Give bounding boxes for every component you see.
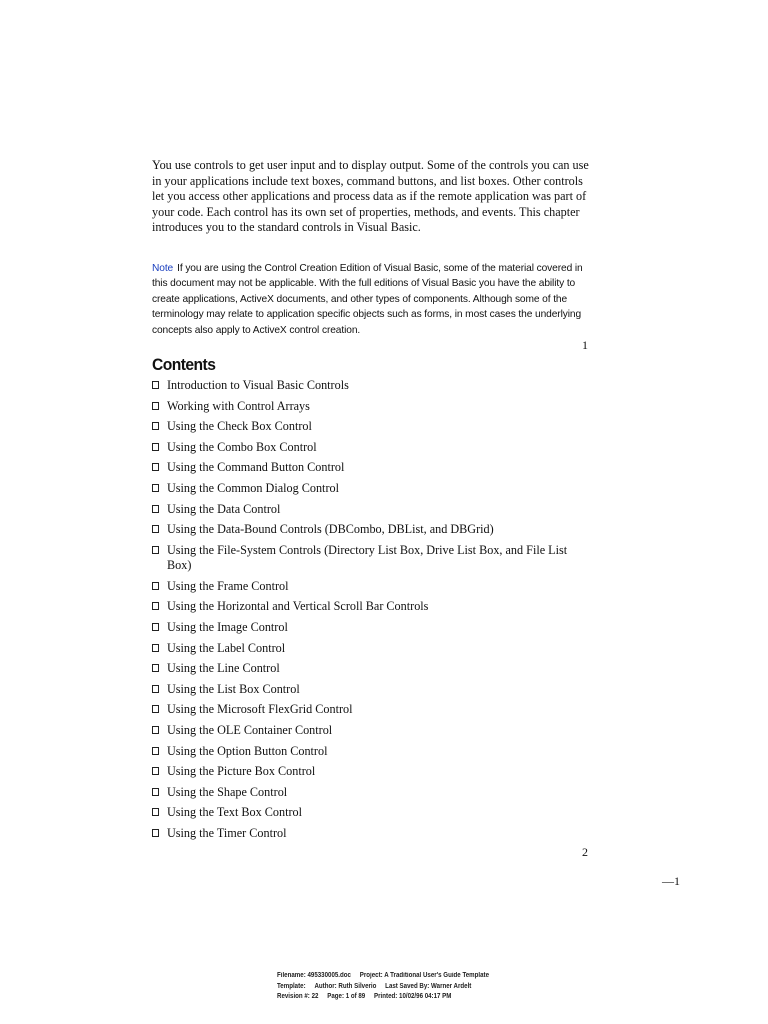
checkbox-bullet-icon: [152, 726, 159, 734]
note-label: Note: [152, 263, 174, 274]
toc-item-shape[interactable]: Using the Shape Control: [152, 785, 592, 800]
checkbox-bullet-icon: [152, 685, 159, 693]
checkbox-bullet-icon: [152, 525, 159, 533]
page-number-right: —1: [662, 874, 680, 888]
toc-item-text-box[interactable]: Using the Text Box Control: [152, 805, 592, 820]
checkbox-bullet-icon: [152, 422, 159, 430]
toc-item-flexgrid[interactable]: Using the Microsoft FlexGrid Control: [152, 702, 592, 717]
toc-item-list-box[interactable]: Using the List Box Control: [152, 682, 592, 697]
checkbox-bullet-icon: [152, 546, 159, 554]
toc-item-timer[interactable]: Using the Timer Control: [152, 826, 592, 841]
toc-item-command-button[interactable]: Using the Command Button Control: [152, 460, 592, 475]
document-footer: [277, 971, 541, 1003]
checkbox-bullet-icon: [152, 402, 159, 410]
page-number-2: 2: [582, 845, 588, 859]
checkbox-bullet-icon: [152, 443, 159, 451]
toc-item-option-button[interactable]: Using the Option Button Control: [152, 744, 592, 759]
toc-item-ole-container[interactable]: Using the OLE Container Control: [152, 723, 592, 738]
note-paragraph: [152, 261, 594, 338]
footer-author: Author: Ruth Silverio: [314, 982, 377, 990]
toc-item-data-control[interactable]: Using the Data Control: [152, 502, 592, 517]
checkbox-bullet-icon: [152, 381, 159, 389]
footer-template: Template:: [277, 982, 306, 990]
footer-line-2: [277, 982, 541, 993]
toc-item-frame[interactable]: Using the Frame Control: [152, 579, 592, 594]
footer-filename: Filename: 495330005.doc: [277, 972, 351, 979]
toc-item-label[interactable]: Using the Label Control: [152, 641, 592, 656]
note-text: If you are using the Control Creation Edition of Visual Basic, some of the material covered in this document may not be applicable. With the full editions of Visual Basic you have the ability to create applications, ActiveX documents, and other types of components. Although some of the terminology may relate to application specific objects such as forms, in most cases the underlying concepts also apply to ActiveX control creation.: [152, 263, 583, 336]
footer-revision: Revision #: 22: [277, 993, 319, 1000]
checkbox-bullet-icon: [152, 767, 159, 775]
checkbox-bullet-icon: [152, 705, 159, 713]
checkbox-bullet-icon: [152, 747, 159, 755]
toc-item-check-box[interactable]: Using the Check Box Control: [152, 419, 592, 434]
toc-item-file-system[interactable]: Using the File-System Controls (Directory List Box, Drive List Box, and File List Box): [152, 543, 592, 574]
page-number-1: 1: [582, 338, 588, 352]
toc-item-control-arrays[interactable]: Working with Control Arrays: [152, 399, 592, 414]
checkbox-bullet-icon: [152, 644, 159, 652]
toc-item-combo-box[interactable]: Using the Combo Box Control: [152, 440, 592, 455]
checkbox-bullet-icon: [152, 602, 159, 610]
footer-last-saved: Last Saved By: Warner Ardelt: [385, 982, 472, 990]
checkbox-bullet-icon: [152, 505, 159, 513]
checkbox-bullet-icon: [152, 829, 159, 837]
footer-line-1: [277, 971, 541, 982]
footer-printed: Printed: 10/02/96 04:17 PM: [374, 993, 452, 1000]
footer-project: Project: A Traditional User's Guide Template: [359, 972, 490, 979]
intro-paragraph: You use controls to get user input and to display output. Some of the controls you can use in your applications include text boxes, command buttons, and list boxes. Other controls let you access other applications and process data as if the remote application was part of your code. Each control has its own set of properties, methods, and events. This chapter introduces you to the standard controls in Visual Basic.: [152, 158, 589, 235]
toc-item-line[interactable]: Using the Line Control: [152, 661, 592, 676]
toc-item-common-dialog[interactable]: Using the Common Dialog Control: [152, 481, 592, 496]
checkbox-bullet-icon: [152, 623, 159, 631]
contents-list: [152, 378, 592, 846]
checkbox-bullet-icon: [152, 808, 159, 816]
checkbox-bullet-icon: [152, 788, 159, 796]
contents-heading: Contents: [152, 355, 216, 374]
footer-line-3: [277, 992, 541, 1003]
toc-item-intro[interactable]: Introduction to Visual Basic Controls: [152, 378, 592, 393]
checkbox-bullet-icon: [152, 463, 159, 471]
checkbox-bullet-icon: [152, 484, 159, 492]
toc-item-scroll-bar[interactable]: Using the Horizontal and Vertical Scroll Bar Controls: [152, 599, 592, 614]
toc-item-picture-box[interactable]: Using the Picture Box Control: [152, 764, 592, 779]
checkbox-bullet-icon: [152, 582, 159, 590]
toc-item-data-bound[interactable]: Using the Data-Bound Controls (DBCombo, DBList, and DBGrid): [152, 522, 592, 537]
footer-page: Page: 1 of 89: [327, 993, 366, 1000]
checkbox-bullet-icon: [152, 664, 159, 672]
toc-item-image[interactable]: Using the Image Control: [152, 620, 592, 635]
